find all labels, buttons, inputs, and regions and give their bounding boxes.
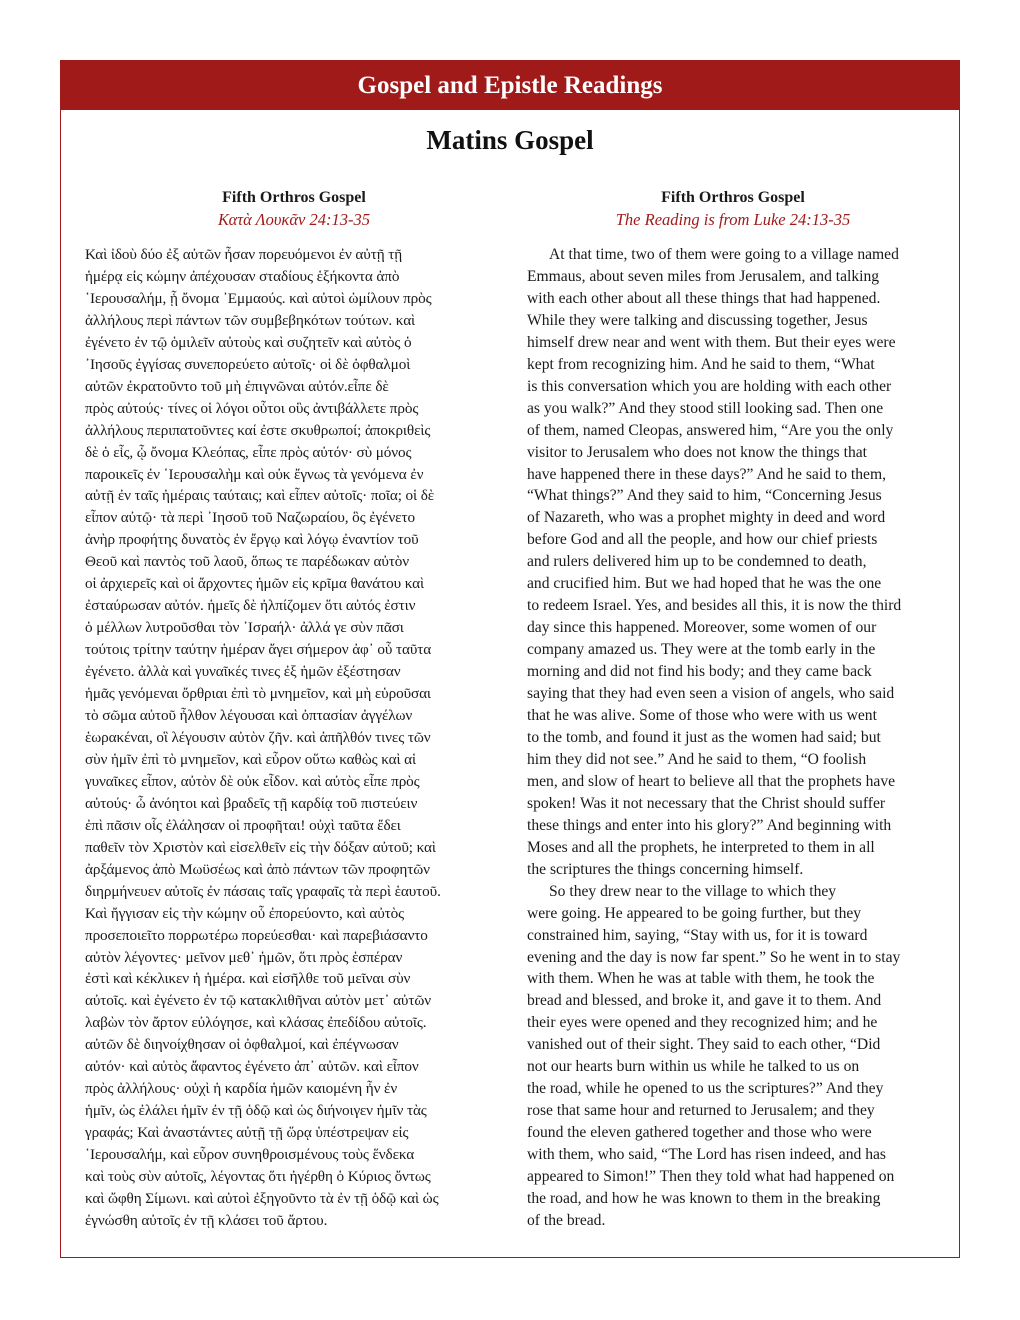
english-line: that he was alive. Some of those who were with us went <box>527 707 877 725</box>
english-column <box>527 187 939 1232</box>
english-line: kept from recognizing him. And he said to them, “What <box>527 355 875 373</box>
english-line: to the tomb, and found it just as the women had said; but <box>527 728 881 746</box>
english-line: company amazed us. They were at the tomb early in the <box>527 641 876 659</box>
section-title: Matins Gospel <box>426 125 594 155</box>
greek-line: ἐγνώσθη αὐτοῖς ἐν τῇ κλάσει τοῦ ἄρτου. <box>85 1211 328 1229</box>
greek-text <box>85 244 503 1232</box>
greek-line: καὶ ὤφθη Σίμωνι. καὶ αὐτοὶ ἐξηγοῦντο τὰ ἐν τῇ ὁδῷ καὶ ὡς <box>85 1189 439 1207</box>
english-line: of them, named Cleopas, answered him, “Are you the only <box>527 421 894 439</box>
english-line: before God and all the people, and how our chief priests <box>527 531 878 549</box>
greek-line: ῾Ιερουσαλήμ, καὶ εὗρον συνηθροισμένους τοὺς ἕνδεκα <box>85 1146 415 1164</box>
english-line: of Nazareth, who was a prophet mighty in deed and word <box>527 509 886 527</box>
greek-line: ἀλλήλους περιπατοῦντες καί ἐστε σκυθρωποί; ἀποκριθεὶς <box>85 421 431 439</box>
english-line: not our hearts burn within us while he talked to us on <box>527 1058 860 1076</box>
english-line: spoken! Was it not necessary that the Christ should suffer <box>527 794 886 812</box>
greek-column <box>85 187 503 1232</box>
english-reference: The Reading is from Luke 24:13-35 <box>615 210 851 229</box>
greek-line: αὐτούς· ὦ ἀνόητοι καὶ βραδεῖς τῇ καρδίᾳ τοῦ πιστεύειν <box>85 794 418 812</box>
greek-line: ἡμᾶς γενόμεναι ὄρθριαι ἐπὶ τὸ μνημεῖον, καὶ μὴ εὑροῦσαι <box>85 685 431 703</box>
english-line: have happened there in these days?” And he said to them, <box>527 465 886 483</box>
greek-line: τούτοις τρίτην ταύτην ἡμέραν ἄγει σήμερον ἀφ᾿ οὗ ταῦτα <box>85 641 432 659</box>
english-line: the scriptures the things concerning himself. <box>527 860 804 878</box>
greek-line: ἐγένετο ἐν τῷ ὁμιλεῖν αὐτοὺς καὶ συζητεῖν καὶ αὐτὸς ὁ <box>85 333 412 351</box>
greek-reference: Κατὰ Λουκᾶν 24:13-35 <box>218 210 370 229</box>
english-line: with them. When he was at table with them, he took the <box>527 970 875 988</box>
readings-frame <box>60 60 960 1258</box>
greek-line: ἐστὶ καὶ κέκλικεν ἡ ἡμέρα. καὶ εἰσῆλθε τοῦ μεῖναι σὺν <box>85 970 411 988</box>
greek-line: τὸ σῶμα αὐτοῦ ἦλθον λέγουσαι καὶ ὀπτασίαν ἀγγέλων <box>85 707 413 725</box>
english-line: bread and blessed, and broke it, and gave it to them. And <box>527 992 882 1010</box>
greek-line: ἀνὴρ προφήτης δυνατὸς ἐν ἔργῳ καὶ λόγῳ ἐναντίον τοῦ <box>85 531 419 549</box>
english-line: Moses and all the prophets, he interpreted to them in all <box>527 838 875 856</box>
english-line: with each other about all these things that had happened. <box>527 289 881 307</box>
greek-line: αὐτὸν λέγοντες· μεῖνον μεθ᾿ ἡμῶν, ὅτι πρὸς ἑσπέραν <box>85 948 403 966</box>
english-line: So they drew near to the village to which they <box>549 882 837 900</box>
english-line: him they did not see.” And he said to them, “O foolish <box>527 750 867 768</box>
english-line: to redeem Israel. Yes, and besides all this, it is now the third <box>527 597 902 615</box>
greek-line: καὶ τοὺς σὺν αὐτοῖς, λέγοντας ὅτι ἠγέρθη ὁ Κύριος ὄντως <box>85 1168 431 1186</box>
english-heading: Fifth Orthros Gospel <box>661 189 805 206</box>
greek-line: ἀλλήλους περὶ πάντων τῶν συμβεβηκότων τούτων. καὶ <box>85 311 416 329</box>
greek-line: ἐγένετο. ἀλλὰ καὶ γυναῖκές τινες ἐξ ἡμῶν ἐξέστησαν <box>85 663 401 681</box>
english-line: of the bread. <box>527 1211 606 1229</box>
greek-line: αὐτῶν ἐκρατοῦντο τοῦ μὴ ἐπιγνῶναι αὐτόν.εἶπε δὲ <box>85 377 389 395</box>
greek-line: παροικεῖς ἐν ῾Ιερουσαλὴμ καὶ οὐκ ἔγνως τὰ γενόμενα ἐν <box>85 465 424 483</box>
greek-line: πρὸς αὐτούς· τίνες οἱ λόγοι οὗτοι οὓς ἀντιβάλλετε πρὸς <box>85 399 419 417</box>
greek-line: ἡμῖν, ὡς ἐλάλει ἡμῖν ἐν τῇ ὁδῷ καὶ ὡς διήνοιγεν ἡμῖν τὰς <box>85 1102 427 1120</box>
english-line: the road, and how he was known to them in the breaking <box>527 1189 881 1207</box>
greek-line: ἐπὶ πᾶσιν οἷς ἐλάλησαν οἱ προφῆται! οὐχὶ ταῦτα ἔδει <box>85 816 401 834</box>
english-line: and rulers delivered him up to be condemned to death, <box>527 553 867 571</box>
english-line: is this conversation which you are holding with each other <box>527 377 892 395</box>
english-line: as you walk?” And they stood still looking sad. Then one <box>527 399 884 417</box>
english-line: with them, who said, “The Lord has risen indeed, and has <box>527 1146 886 1164</box>
english-line: were going. He appeared to be going further, but they <box>527 904 862 922</box>
greek-line: ἑωρακέναι, οἳ λέγουσιν αὐτὸν ζῆν. καὶ ἀπῆλθόν τινες τῶν <box>85 728 431 746</box>
greek-line: δὲ ὁ εἷς, ᾧ ὄνομα Κλεόπας, εἶπε πρὸς αὐτόν· σὺ μόνος <box>85 443 412 461</box>
english-line: “What things?” And they said to him, “Concerning Jesus <box>527 487 882 505</box>
english-line: and crucified him. But we had hoped that he was the one <box>527 575 882 593</box>
greek-line: αὐτοῖς. καὶ ἐγένετο ἐν τῷ κατακλιθῆναι αὐτὸν μετ᾿ αὐτῶν <box>85 992 432 1010</box>
english-line: the road, while he opened to us the scriptures?” And they <box>527 1080 884 1098</box>
greek-line: ἀρξάμενος ἀπὸ Μωϋσέως καὶ ἀπὸ πάντων τῶν προφητῶν <box>85 860 430 878</box>
english-line: visitor to Jerusalem who does not know the things that <box>527 443 867 461</box>
english-line: day since this happened. Moreover, some women of our <box>527 619 877 637</box>
english-text <box>527 244 939 1232</box>
greek-line: ὁ μέλλων λυτροῦσθαι τὸν ᾿Ισραήλ· ἀλλά γε σὺν πᾶσι <box>85 619 404 637</box>
greek-line: προσεποιεῖτο πορρωτέρω πορεύεσθαι· καὶ παρεβιάσαντο <box>85 926 428 944</box>
banner-title: Gospel and Epistle Readings <box>61 61 959 110</box>
greek-line: εἶπον αὐτῷ· τὰ περὶ ᾿Ιησοῦ τοῦ Ναζωραίου, ὃς ἐγένετο <box>85 509 415 527</box>
greek-line: πρὸς ἀλλήλους· οὐχὶ ἡ καρδία ἡμῶν καιομένη ἦν ἐν <box>85 1080 398 1098</box>
greek-line: σὺν ἡμῖν ἐπὶ τὸ μνημεῖον, καὶ εὗρον οὕτω καθὼς καὶ αἱ <box>85 750 417 768</box>
greek-line: γυναῖκες εἶπον, αὐτὸν δὲ οὐκ εἶδον. καὶ αὐτὸς εἶπε πρὸς <box>85 772 420 790</box>
greek-line: ᾿Ιησοῦς ἐγγίσας συνεπορεύετο αὐτοῖς· οἱ δὲ ὀφθαλμοὶ <box>85 355 411 373</box>
greek-heading: Fifth Orthros Gospel <box>222 189 366 206</box>
english-line: Emmaus, about seven miles from Jerusalem, and talking <box>527 267 880 285</box>
english-line: evening and the day is now far spent.” So he went in to stay <box>527 948 901 966</box>
english-line: rose that same hour and returned to Jerusalem; and they <box>527 1102 875 1120</box>
english-line: these things and enter into his glory?” And beginning with <box>527 816 892 834</box>
english-line: their eyes were opened and they recognized him; and he <box>527 1014 878 1032</box>
english-line: constrained him, saying, “Stay with us, for it is toward <box>527 926 868 944</box>
greek-line: Θεοῦ καὶ παντὸς τοῦ λαοῦ, ὅπως τε παρέδωκαν αὐτὸν <box>85 553 410 571</box>
english-line: appeared to Simon!” Then they told what had happened on <box>527 1168 895 1186</box>
greek-line: αὐτῶν δὲ διηνοίχθησαν οἱ ὀφθαλμοί, καὶ ἐπέγνωσαν <box>85 1036 399 1054</box>
greek-line: αὐτῇ ἐν ταῖς ἡμέραις ταύταις; καὶ εἶπεν αὐτοῖς· ποῖα; οἱ δὲ <box>85 487 435 505</box>
greek-line: αὐτόν· καὶ αὐτὸς ἄφαντος ἐγένετο ἀπ᾿ αὐτῶν. καὶ εἶπον <box>85 1058 419 1076</box>
greek-line: λαβὼν τὸν ἄρτον εὐλόγησε, καὶ κλάσας ἐπεδίδου αὐτοῖς. <box>85 1014 427 1032</box>
english-line: saying that they had even seen a vision of angels, who said <box>527 685 895 703</box>
greek-line: παθεῖν τὸν Χριστὸν καὶ εἰσελθεῖν εἰς τὴν δόξαν αὐτοῦ; καὶ <box>85 838 436 856</box>
english-line: vanished out of their sight. They said to each other, “Did <box>527 1036 881 1054</box>
greek-line: διηρμήνευεν αὐτοῖς ἐν πάσαις ταῖς γραφαῖς τὰ περὶ ἑαυτοῦ. <box>85 882 441 900</box>
greek-line: ἡμέρᾳ εἰς κώμην ἀπέχουσαν σταδίους ἑξήκοντα ἀπὸ <box>85 267 400 285</box>
greek-line: ἐσταύρωσαν αὐτόν. ἡμεῖς δὲ ἠλπίζομεν ὅτι αὐτός ἐστιν <box>85 597 416 615</box>
greek-line: γραφάς; Καὶ ἀναστάντες αὐτῇ τῇ ὥρᾳ ὑπέστρεψαν εἰς <box>85 1124 409 1142</box>
english-line: himself drew near and went with them. But their eyes were <box>527 333 896 351</box>
greek-line: Καὶ ἤγγισαν εἰς τὴν κώμην οὗ ἐπορεύοντο, καὶ αὐτὸς <box>85 904 405 922</box>
english-line: found the eleven gathered together and those who were <box>527 1124 872 1142</box>
english-line: At that time, two of them were going to a village named <box>549 246 899 263</box>
greek-line: οἱ ἀρχιερεῖς καὶ οἱ ἄρχοντες ἡμῶν εἰς κρῖμα θανάτου καὶ <box>85 575 424 593</box>
english-line: men, and slow of heart to believe all that the prophets have <box>527 772 896 790</box>
greek-line: Καὶ ἰδοὺ δύο ἐξ αὐτῶν ἦσαν πορευόμενοι ἐν αὐτῇ τῇ <box>85 246 403 263</box>
english-line: While they were talking and discussing together, Jesus <box>527 311 868 329</box>
greek-line: ῾Ιερουσαλήμ, ᾗ ὄνομα ᾿Εμμαούς. καὶ αὐτοὶ ὡμίλουν πρὸς <box>85 289 432 307</box>
english-line: morning and did not find his body; and they came back <box>527 663 872 681</box>
